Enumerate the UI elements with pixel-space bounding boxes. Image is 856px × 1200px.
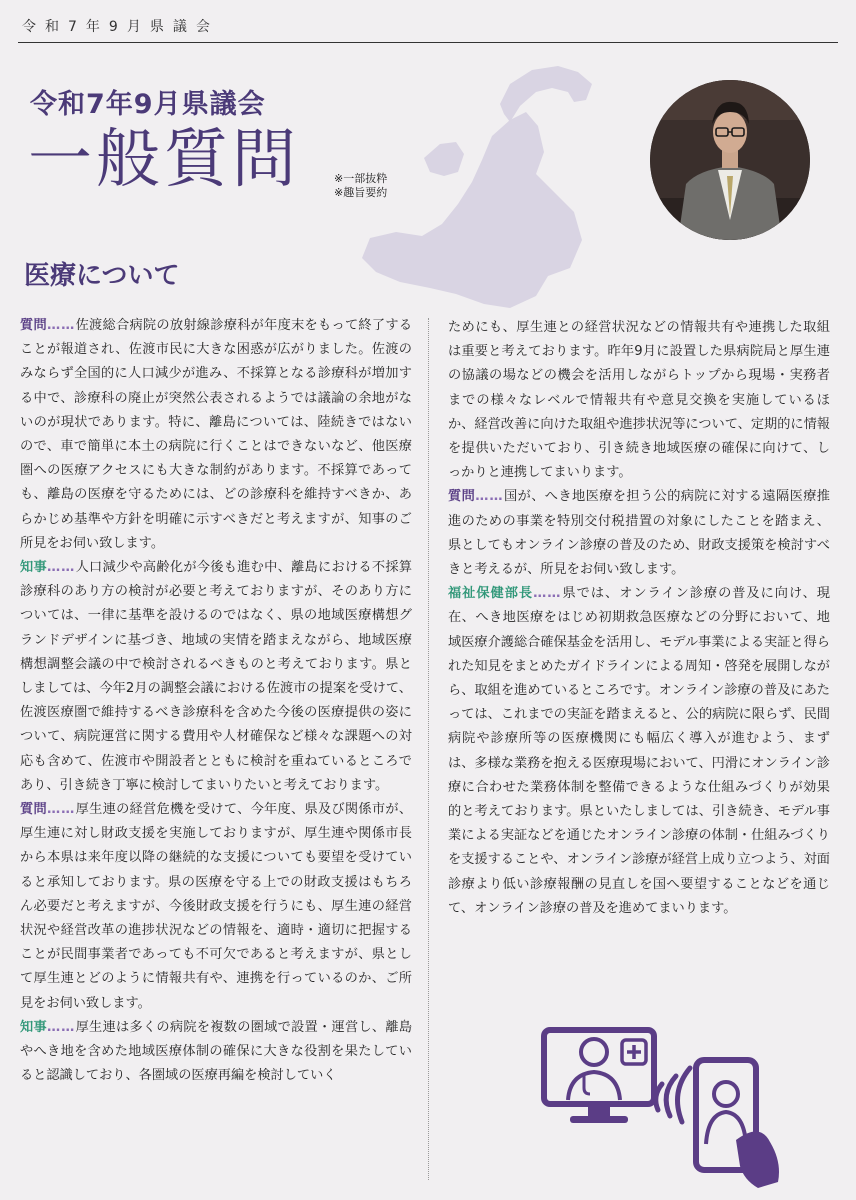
entry-answer-3: [448, 582, 830, 921]
smartphone-hand-icon: [696, 1060, 779, 1188]
wireless-signal-icon: [656, 1068, 690, 1122]
speaker-label: 福祉保健部長: [448, 586, 534, 602]
speaker-label: 質問: [20, 802, 47, 818]
entry-question-3: [448, 485, 830, 582]
speaker-label: 知事: [20, 1019, 47, 1035]
entry-question-1: [20, 314, 412, 556]
separator-dots: ……: [46, 802, 76, 818]
entry-text: 佐渡総合病院の放射線診療科が年度末をもって終了することが報道され、佐渡市民に大きな困惑が広がりました。佐渡のみならず全国的に人口減少が進み、不採算となる診療科が増加する中で、診療科の廃止が突然公表されるようでは議論の余地がないのが現状であります。特に、離島については、陸続きではないので、車で簡単に本土の病院に行くことはできないなど、他医療圏への医療アクセスにも大きな制約があります。不採算であっても、離島の医療を守るためには、どの診療科を維持すべきか、あらかじめ基準や方針を明確に示すべきだと考えますが、知事のご所見をお伺い致します。: [20, 318, 413, 551]
separator-dots: ……: [533, 586, 562, 602]
entry-text: 人口減少や高齢化が今後も進む中、離島における不採算診療科のあり方の検討が必要と考えておりますが、そのあり方については、一律に基準を設けるのではなく、県の地域医療構想グランドデザインに基づき、地域の実情を踏まえながら、地域医療構想調整会議の中で検討されるべきものと考えております。県としましては、今年2月の調整会議における佐渡市の提案を受けて、佐渡医療圏で維持するべき診療科を含めた今後の医療提供の姿について、病院運営に関する費用や人材確保など様々な課題への対応も含めて、佐渡市や開設者とともに検討を重ねているところであり、引き続き丁寧に検討してまいりたいと考えております。: [20, 560, 413, 793]
entry-answer-2-continued: ためにも、厚生連との経営状況などの情報共有や連携した取組は重要と考えております。昨年9月に設置した県病院局と厚生連の協議の場などの機会を活用しながらトップから現場・実務者までの様々なレベルで情報共有や意見交換を実施しているほか、経営改善に向けた取組や進捗状況等について、定期的に情報を提供いただいており、引き続き地域医療の確保に向けて、しっかりと連携してまいります。: [448, 320, 830, 481]
separator-dots: ……: [46, 318, 76, 333]
entry-answer-1: [20, 556, 412, 798]
running-header: 令和7年9月県議会: [22, 19, 219, 35]
entry-question-2: [20, 798, 412, 1016]
header-rule: [18, 42, 838, 43]
entry-text: 厚生連は多くの病院を複数の圏域で設置・運営し、離島やへき地を含めた地域医療体制の確保に大きな役割を果たしていると認識しており、各圏域の医療再編を検討していく: [20, 1019, 413, 1084]
niigata-map-silhouette: [360, 62, 620, 322]
right-column: [448, 316, 830, 921]
note-excerpt: ※一部抜粋: [334, 172, 388, 185]
separator-dots: ……: [46, 1019, 76, 1035]
speaker-portrait-image: [650, 80, 810, 240]
note-summary: ※趣旨要約: [334, 186, 388, 199]
left-column: [20, 314, 412, 1089]
section-heading-medical: 医療について: [24, 261, 180, 291]
title-notes: [334, 172, 387, 200]
event-subtitle: 令和7年9月県議会: [30, 89, 266, 120]
entry-text: 厚生連の経営危機を受けて、今年度、県及び関係市が、厚生連に対し財政支援を実施しておりますが、厚生連や関係市長から本県は来年度以降の継続的な支援についても要望を受けていると承知しております。県の医療を守る上での財政支援はもちろん必要だと考えますが、今後財政支援を行うにも、厚生連の経営状況や経営改革の進捗状況などの情報を、適時・適切に把握することが民間事業者であっても不可欠であると考えますが、県として厚生連とどのように情報共有や、連携を行っているのか、ご所見をお伺い致します。: [20, 802, 413, 1011]
speaker-photo: [650, 80, 810, 240]
page-title: 一般質問: [28, 123, 300, 197]
separator-dots: ……: [46, 560, 76, 576]
separator-dots: ……: [475, 489, 504, 505]
entry-text: 国が、へき地医療を担う公的病院に対する遠隔医療推進のための事業を特別交付税措置の対象にしたことを踏まえ、県としてもオンライン診療の普及のため、財政支援策を検討すべきと考えるが、所見をお伺い致します。: [448, 489, 830, 578]
online-consultation-illustration: [530, 1010, 810, 1190]
speaker-label: 質問: [20, 318, 47, 333]
speaker-label: 知事: [20, 560, 47, 576]
doctor-monitor-icon: [544, 1030, 654, 1123]
entry-answer-2: [20, 1016, 412, 1089]
speaker-label: 質問: [448, 489, 476, 505]
column-divider: [428, 318, 429, 1180]
entry-text: 県では、オンライン診療の普及に向け、現在、へき地医療をはじめ初期救急医療などの分野において、地域医療介護総合確保基金を活用し、モデル事業による実証と得られた知見をまとめたガイドラインによる周知・啓発を展開しながら、取組を進めているところです。オンライン診療の普及にあたっては、これまでの実証を踏まえると、公的病院に限らず、民間病院や診療所等の医療機関にも幅広く導入が進むよう、まずは、多様な業務を抱える医療現場において、円滑にオンライン診療に合わせた業務体制を整備できるような仕組みづくりが効果的と考えております。県といたしましては、引き続き、モデル事業による実証などを通じたオンライン診療の体制・仕組みづくりを支援することや、オンライン診療が経営上成り立つよう、対面診療より低い診療報酬の見直しを国へ要望することなどを通じて、オンライン診療の普及を進めてまいります。: [448, 586, 830, 916]
